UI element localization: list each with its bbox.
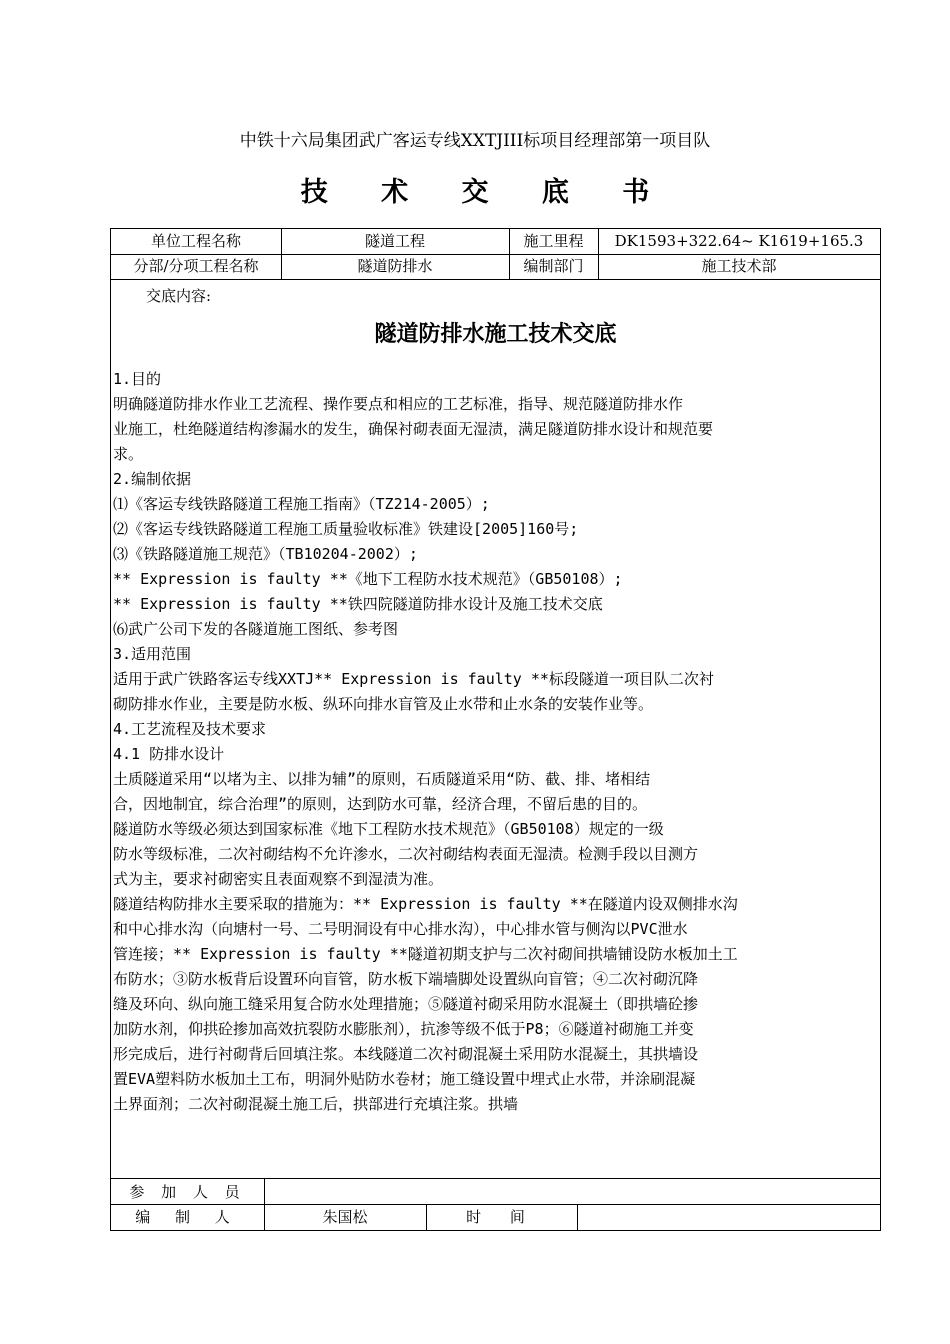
content-line: 4.1 防排水设计 (113, 745, 225, 763)
time-label: 时 间 (466, 1208, 537, 1226)
content-line: 1.目的 (113, 370, 162, 388)
mileage-label: 施工里程 (523, 232, 584, 250)
content-line: 缝及环向、纵向施工缝采用复合防水处理措施；⑤隧道衬砌采用防水混凝土（即拱墙砼掺 (113, 995, 699, 1013)
content-line: 管连接；** Expression is faulty **隧道初期支护与二次衬砌间拱墙铺设防水板加土工 (113, 945, 738, 963)
content-line: 砌防排水作业，主要是防水板、纵环向排水盲管及止水带和止水条的安装作业等。 (113, 695, 654, 713)
mileage-value: DK1593+322.64~ K1619+165.3 (614, 232, 864, 250)
content-line: 式为主，要求衬砌密实且表面观察不到湿渍为准。 (113, 870, 444, 888)
col-divider (577, 1204, 578, 1230)
row-divider (111, 279, 880, 280)
content-heading: 隧道防排水施工技术交底 (374, 321, 617, 347)
content-line: 防水等级标准，二次衬砌结构不允许渗水，二次衬砌结构表面无湿渍。检测手段以目测方 (113, 845, 699, 863)
department-label: 编制部门 (523, 257, 584, 275)
content-line: ⑹武广公司下发的各隧道施工图纸、参考图 (113, 620, 399, 638)
content-line: 2.编制依据 (113, 470, 192, 488)
unit-project-value: 隧道工程 (364, 232, 425, 250)
content-line: 土质隧道采用“以堵为主、以排为辅”的原则，石质隧道采用“防、截、排、堵相结 (113, 770, 651, 788)
content-line: 合，因地制宜，综合治理”的原则，达到防水可靠，经济合理，不留后患的目的。 (113, 795, 648, 813)
content-line: 明确隧道防排水作业工艺流程、操作要点和相应的工艺标准，指导、规范隧道防排水作 (113, 395, 684, 413)
content-line: 求。 (113, 445, 144, 463)
department-value: 施工技术部 (701, 257, 777, 275)
sub-project-label: 分部/分项工程名称 (133, 257, 259, 275)
content-line: ⑵《客运专线铁路隧道工程施工质量验收标准》铁建设[2005]160号; (113, 520, 579, 538)
content-line: 和中心排水沟（向塘村一号、二号明洞设有中心排水沟），中心排水管与侧沟以PVC泄水 (113, 920, 688, 938)
content-line: 土界面剂；二次衬砌混凝土施工后，拱部进行充填注浆。拱墙 (113, 1095, 519, 1113)
content-line: 3.适用范围 (113, 645, 192, 663)
content-line: ** Expression is faulty **铁四院隧道防排水设计及施工技术交底 (113, 595, 603, 613)
content-line: ** Expression is faulty **《地下工程防水技术规范》（GB50108）; (113, 570, 623, 588)
participants-label: 参 加 人 员 (129, 1183, 246, 1201)
content-line: 业施工，杜绝隧道结构渗漏水的发生，确保衬砌表面无湿渍，满足隧道防排水设计和规范要 (113, 420, 714, 438)
content-line: 适用于武广铁路客运专线XXTJ** Expression is faulty **标段隧道一项目队二次衬 (113, 670, 714, 688)
organization-header: 中铁十六局集团武广客运专线XXTJIII标项目经理部第一项目队 (239, 131, 711, 151)
content-line: 形完成后，进行衬砌背后回填注浆。本线隧道二次衬砌混凝土采用防水混凝土，其拱墙设 (113, 1045, 699, 1063)
content-line: 4.工艺流程及技术要求 (113, 720, 267, 738)
document-title: 技 术 交 底 书 (300, 177, 672, 208)
sub-project-value: 隧道防排水 (357, 257, 433, 275)
content-line: 隧道防水等级必须达到国家标准《地下工程防水技术规范》（GB50108）规定的一级 (113, 820, 664, 838)
content-line: 置EVA塑料防水板加土工布，明洞外贴防水卷材；施工缝设置中埋式止水带，并涂刷混凝 (113, 1070, 696, 1088)
author-value: 朱国松 (322, 1208, 368, 1226)
content-label: 交底内容: (146, 287, 212, 305)
content-line: 布防水；③防水板背后设置环向盲管，防水板下端墙脚处设置纵向盲管；④二次衬砌沉降 (113, 970, 699, 988)
content-line: ⑴《客运专线铁路隧道工程施工指南》（TZ214-2005）; (113, 495, 490, 513)
disclosure-form (110, 228, 881, 1231)
author-label: 编 制 人 (135, 1208, 240, 1226)
content-line: 加防水剂，仰拱砼掺加高效抗裂防水膨胀剂），抗渗等级不低于P8；⑥隧道衬砌施工并变 (113, 1020, 694, 1038)
content-line: 隧道结构防排水主要采取的措施为：** Expression is faulty **在隧道内设双侧排水沟 (113, 895, 738, 913)
row-divider (111, 1178, 880, 1179)
content-line: ⑶《铁路隧道施工规范》（TB10204-2002）; (113, 545, 418, 563)
unit-project-label: 单位工程名称 (150, 232, 241, 250)
